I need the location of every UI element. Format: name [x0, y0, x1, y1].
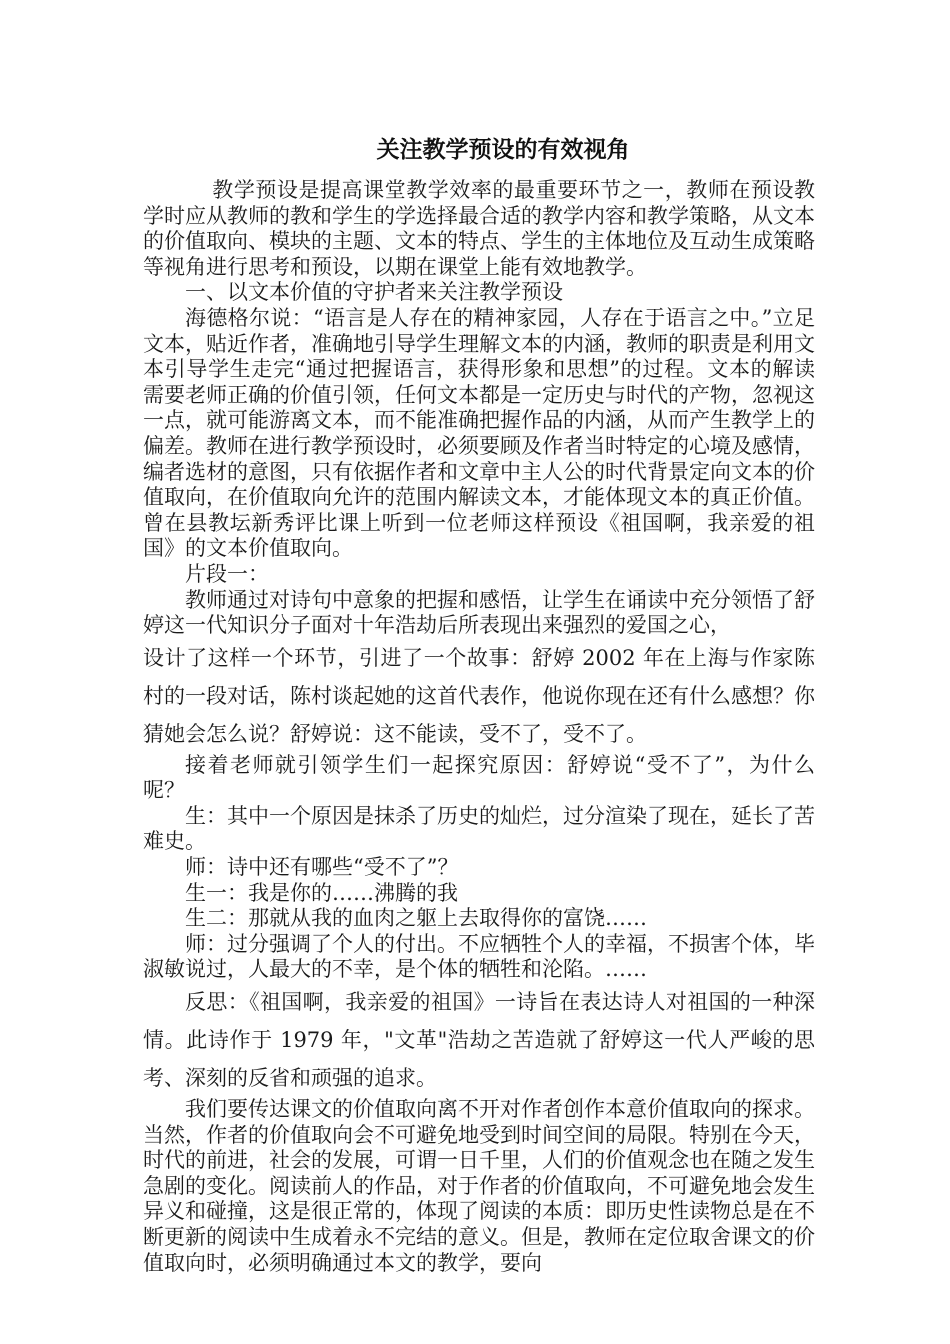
- paragraph-reflection: 反思：《祖国啊，我亲爱的祖国》一诗旨在表达诗人对祖国的一种深情。此诗作于 1979 年，"文革"浩劫之苦造就了舒婷这一代人严峻的思考、深刻的反省和顽强的追求。: [143, 990, 815, 1091]
- paragraph-student-two: 生二：那就从我的血肉之躯上去取得你的富饶……: [185, 906, 647, 931]
- paragraph-student-one: 生一：我是你的……沸腾的我: [185, 880, 458, 905]
- paragraph-student-answer: 生：其中一个原因是抹杀了历史的灿烂，过分渲染了现在，延长了苦难史。: [143, 803, 815, 854]
- paragraph-teacher-comment: 师：过分强调了个人的付出。不应牺牲个人的幸福，不损害个体，毕淑敏说过，人最大的不幸，是个体的牺牲和沦陷。……: [143, 931, 815, 982]
- paragraph-explore-reason: 接着老师就引领学生们一起探究原因：舒婷说“受不了”，为什么呢？: [143, 752, 815, 803]
- paragraph-fragment-label: 片段一：: [185, 561, 269, 586]
- section-heading-1: 一、以文本价值的守护者来关注教学预设: [185, 280, 563, 305]
- paragraph-heidegger: 海德格尔说：“语言是人存在的精神家园，人存在于语言之中。”立足文本，贴近作者，准确地引导学生理解文本的内涵，教师的职责是利用文本引导学生走完“通过把握语言，获得形象和思想”的过程。文本的解读需要老师正确的价值引领，任何文本都是一定历史与时代的产物，忽视这一点，就可能游离文本，而不能准确把握作品的内涵，从而产生教学上的偏差。教师在进行教学预设时，必须要顾及作者当时特定的心境及感情，编者选材的意图，只有依据作者和文章中主人公的时代背景定向文本的价值取向，在价值取向允许的范围内解读文本，才能体现文本的真正价值。曾在县教坛新秀评比课上听到一位老师这样预设《祖国啊，我亲爱的祖国》的文本价值取向。: [143, 305, 815, 561]
- document-page: [143, 126, 815, 1276]
- document-title: 关注教学预设的有效视角: [376, 137, 630, 163]
- paragraph-teacher-question: 师：诗中还有哪些“受不了”？: [185, 855, 459, 880]
- paragraph-story: 设计了这样一个环节，引进了一个故事：舒婷 2002 年在上海与作家陈村的一段对话，陈村谈起她的这首代表作，他说你现在还有什么感想？你猜她会怎么说？舒婷说：这不能读，受不了，受不了。: [143, 645, 815, 746]
- paragraph-value-orientation: 我们要传达课文的价值取向离不开对作者创作本意价值取向的探求。当然，作者的价值取向会不可避免地受到时间空间的局限。特别在今天，时代的前进，社会的发展，可谓一日千里，人们的价值观念也在随之发生急剧的变化。阅读前人的作品，对于作者的价值取向，不可避免地会发生异义和碰撞，这是很正常的，体现了阅读的本质：即历史性读物总是在不断更新的阅读中生成着永不完结的意义。但是，教师在定位取舍课文的价值取向时，必须明确通过本文的教学，要向: [143, 1097, 815, 1275]
- paragraph-teacher-guidance: 教师通过对诗句中意象的把握和感悟，让学生在诵读中充分领悟了舒婷这一代知识分子面对十年浩劫后所表现出来强烈的爱国之心，: [143, 587, 815, 638]
- paragraph-intro: 教学预设是提高课堂教学效率的最重要环节之一，教师在预设教学时应从教师的教和学生的学选择最合适的教学内容和教学策略，从文本的价值取向、模块的主题、文本的特点、学生的主体地位及互动生成策略等视角进行思考和预设，以期在课堂上能有效地教学。: [143, 178, 815, 279]
